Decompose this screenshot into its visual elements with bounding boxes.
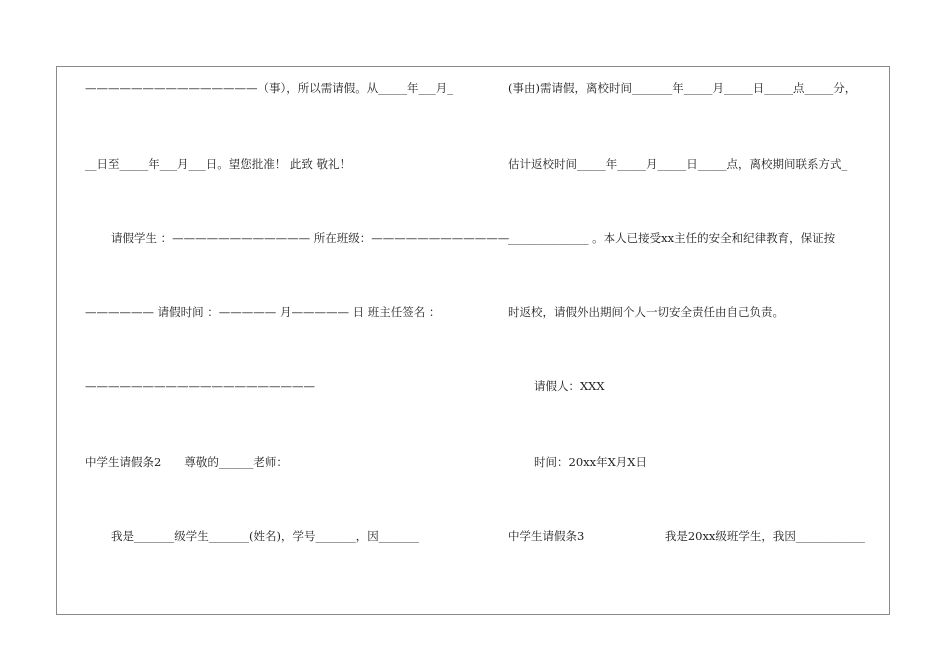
right-line-2: 估计返校时间_____年_____月_____日_____点，离校期间联系方式_: [508, 157, 848, 171]
left-line-3: 请假学生 ：———————————— 所在班级：————————————: [111, 231, 510, 245]
right-line-5: 请假人：XXX: [534, 379, 605, 393]
right-line-6: 时间：20xx年X月X日: [534, 455, 647, 469]
right-line-4: 时返校，请假外出期间个人一切安全责任由自己负责。: [508, 305, 784, 319]
left-line-7: 我是_______级学生_______(姓名)，学号_______，因_______: [111, 529, 419, 543]
left-line-2: __日至_____年___月___日。望您批准！ 此致 敬礼！: [85, 157, 352, 171]
left-line-5: ————————————————————: [85, 379, 315, 393]
right-line-3: ______________ 。本人已接受xx主任的安全和纪律教育，保证按: [508, 231, 836, 245]
right-line-1: (事由)需请假，离校时间_______年_____月_____日_____点_____分，: [508, 81, 857, 95]
left-line-4: —————— 请假时间 ：————— 月————— 日 班主任签名 ：: [85, 305, 441, 319]
right-line-7: 中学生请假条3 我是20xx级班学生，我因____________: [508, 529, 865, 543]
document-frame: [56, 66, 890, 615]
left-line-1: ———————————————（事），所以需请假。从_____年___月_: [85, 81, 453, 95]
left-line-6: 中学生请假条2 尊敬的______老师：: [85, 455, 288, 469]
